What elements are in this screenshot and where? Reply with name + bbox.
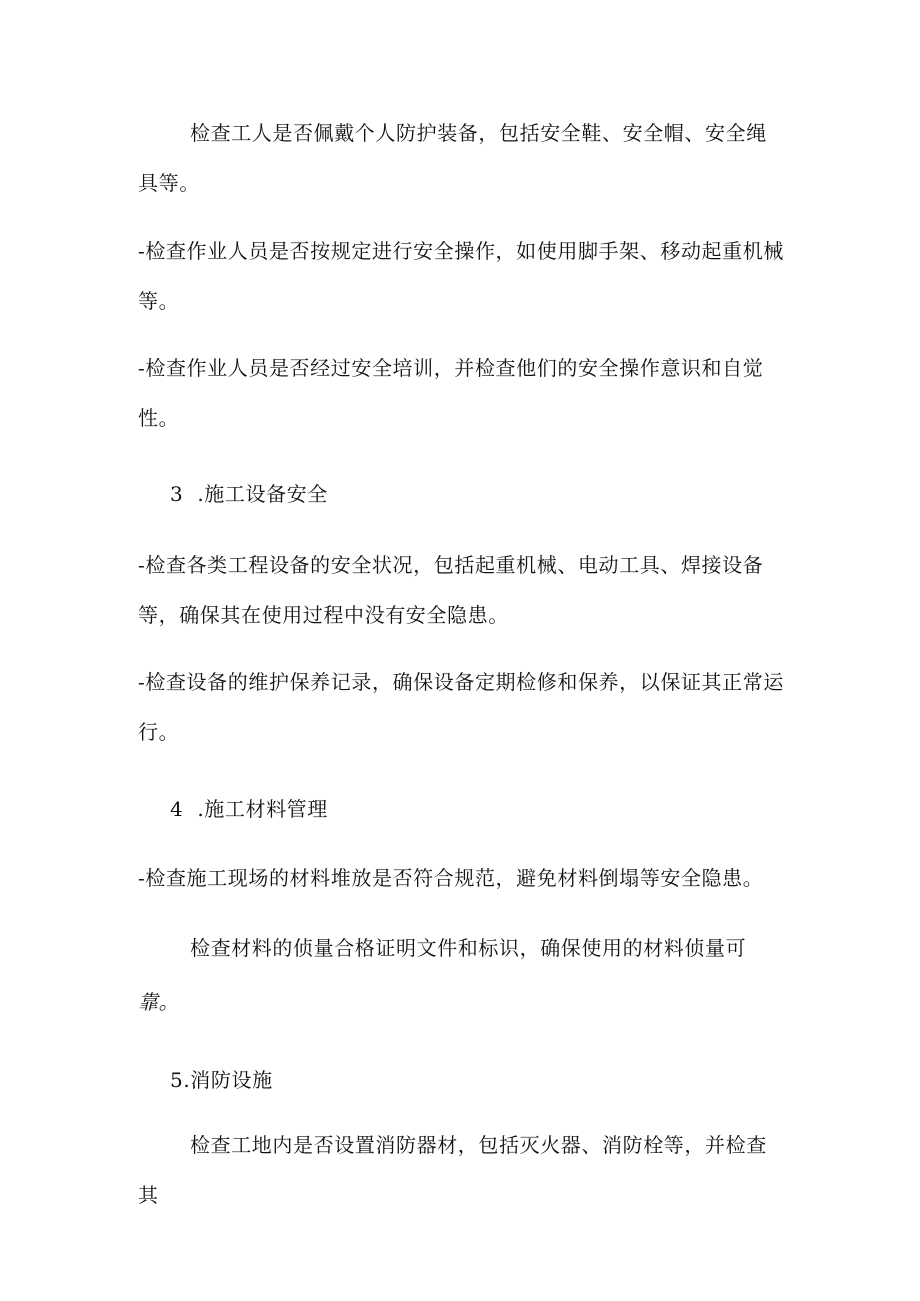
paragraph-equipment-safety: -检查各类工程设备的安全状况，包括起重机械、电动工具、焊接设备等，确保其在使用过程中没有安全隐患。	[138, 553, 764, 627]
paragraph-fire-equipment: 检查工地内是否设置消防器材，包括灭火器、消防栓等，并检查其	[138, 1133, 767, 1207]
paragraph-maintenance-records: -检查设备的维护保养记录，确保设备定期检修和保养，以保证其正常运行。	[138, 670, 784, 744]
paragraph-line: 靠。	[138, 990, 180, 1014]
section-title: 消防设施	[190, 1068, 273, 1092]
section-heading-5	[170, 1065, 273, 1095]
section-heading-3	[170, 479, 328, 509]
section-number: 4	[170, 797, 184, 821]
paragraph-safety-training: -检查作业人员是否经过安全培训，并检查他们的安全操作意识和自觉性。	[138, 356, 764, 430]
paragraph-line: 检查材料的侦量合格证明文件和标识，确保使用的材料侦量可	[190, 936, 747, 960]
section-title: .施工设备安全	[197, 482, 328, 506]
paragraph-ppe-check: 检查工人是否佩戴个人防护装备，包括安全鞋、安全帽、安全绳具等。	[138, 121, 767, 195]
section-heading-4	[170, 794, 328, 824]
section-number: 5.	[170, 1068, 191, 1092]
paragraph-safe-operation: -检查作业人员是否按规定进行安全操作，如使用脚手架、移动起重机械等。	[138, 239, 784, 313]
paragraph-material-quality	[138, 925, 784, 1025]
section-title: .施工材料管理	[197, 797, 328, 821]
paragraph-material-stacking: -检查施工现场的材料堆放是否符合规范，避免材料倒塌等安全隐患。	[138, 866, 764, 890]
section-number: 3	[170, 482, 184, 506]
